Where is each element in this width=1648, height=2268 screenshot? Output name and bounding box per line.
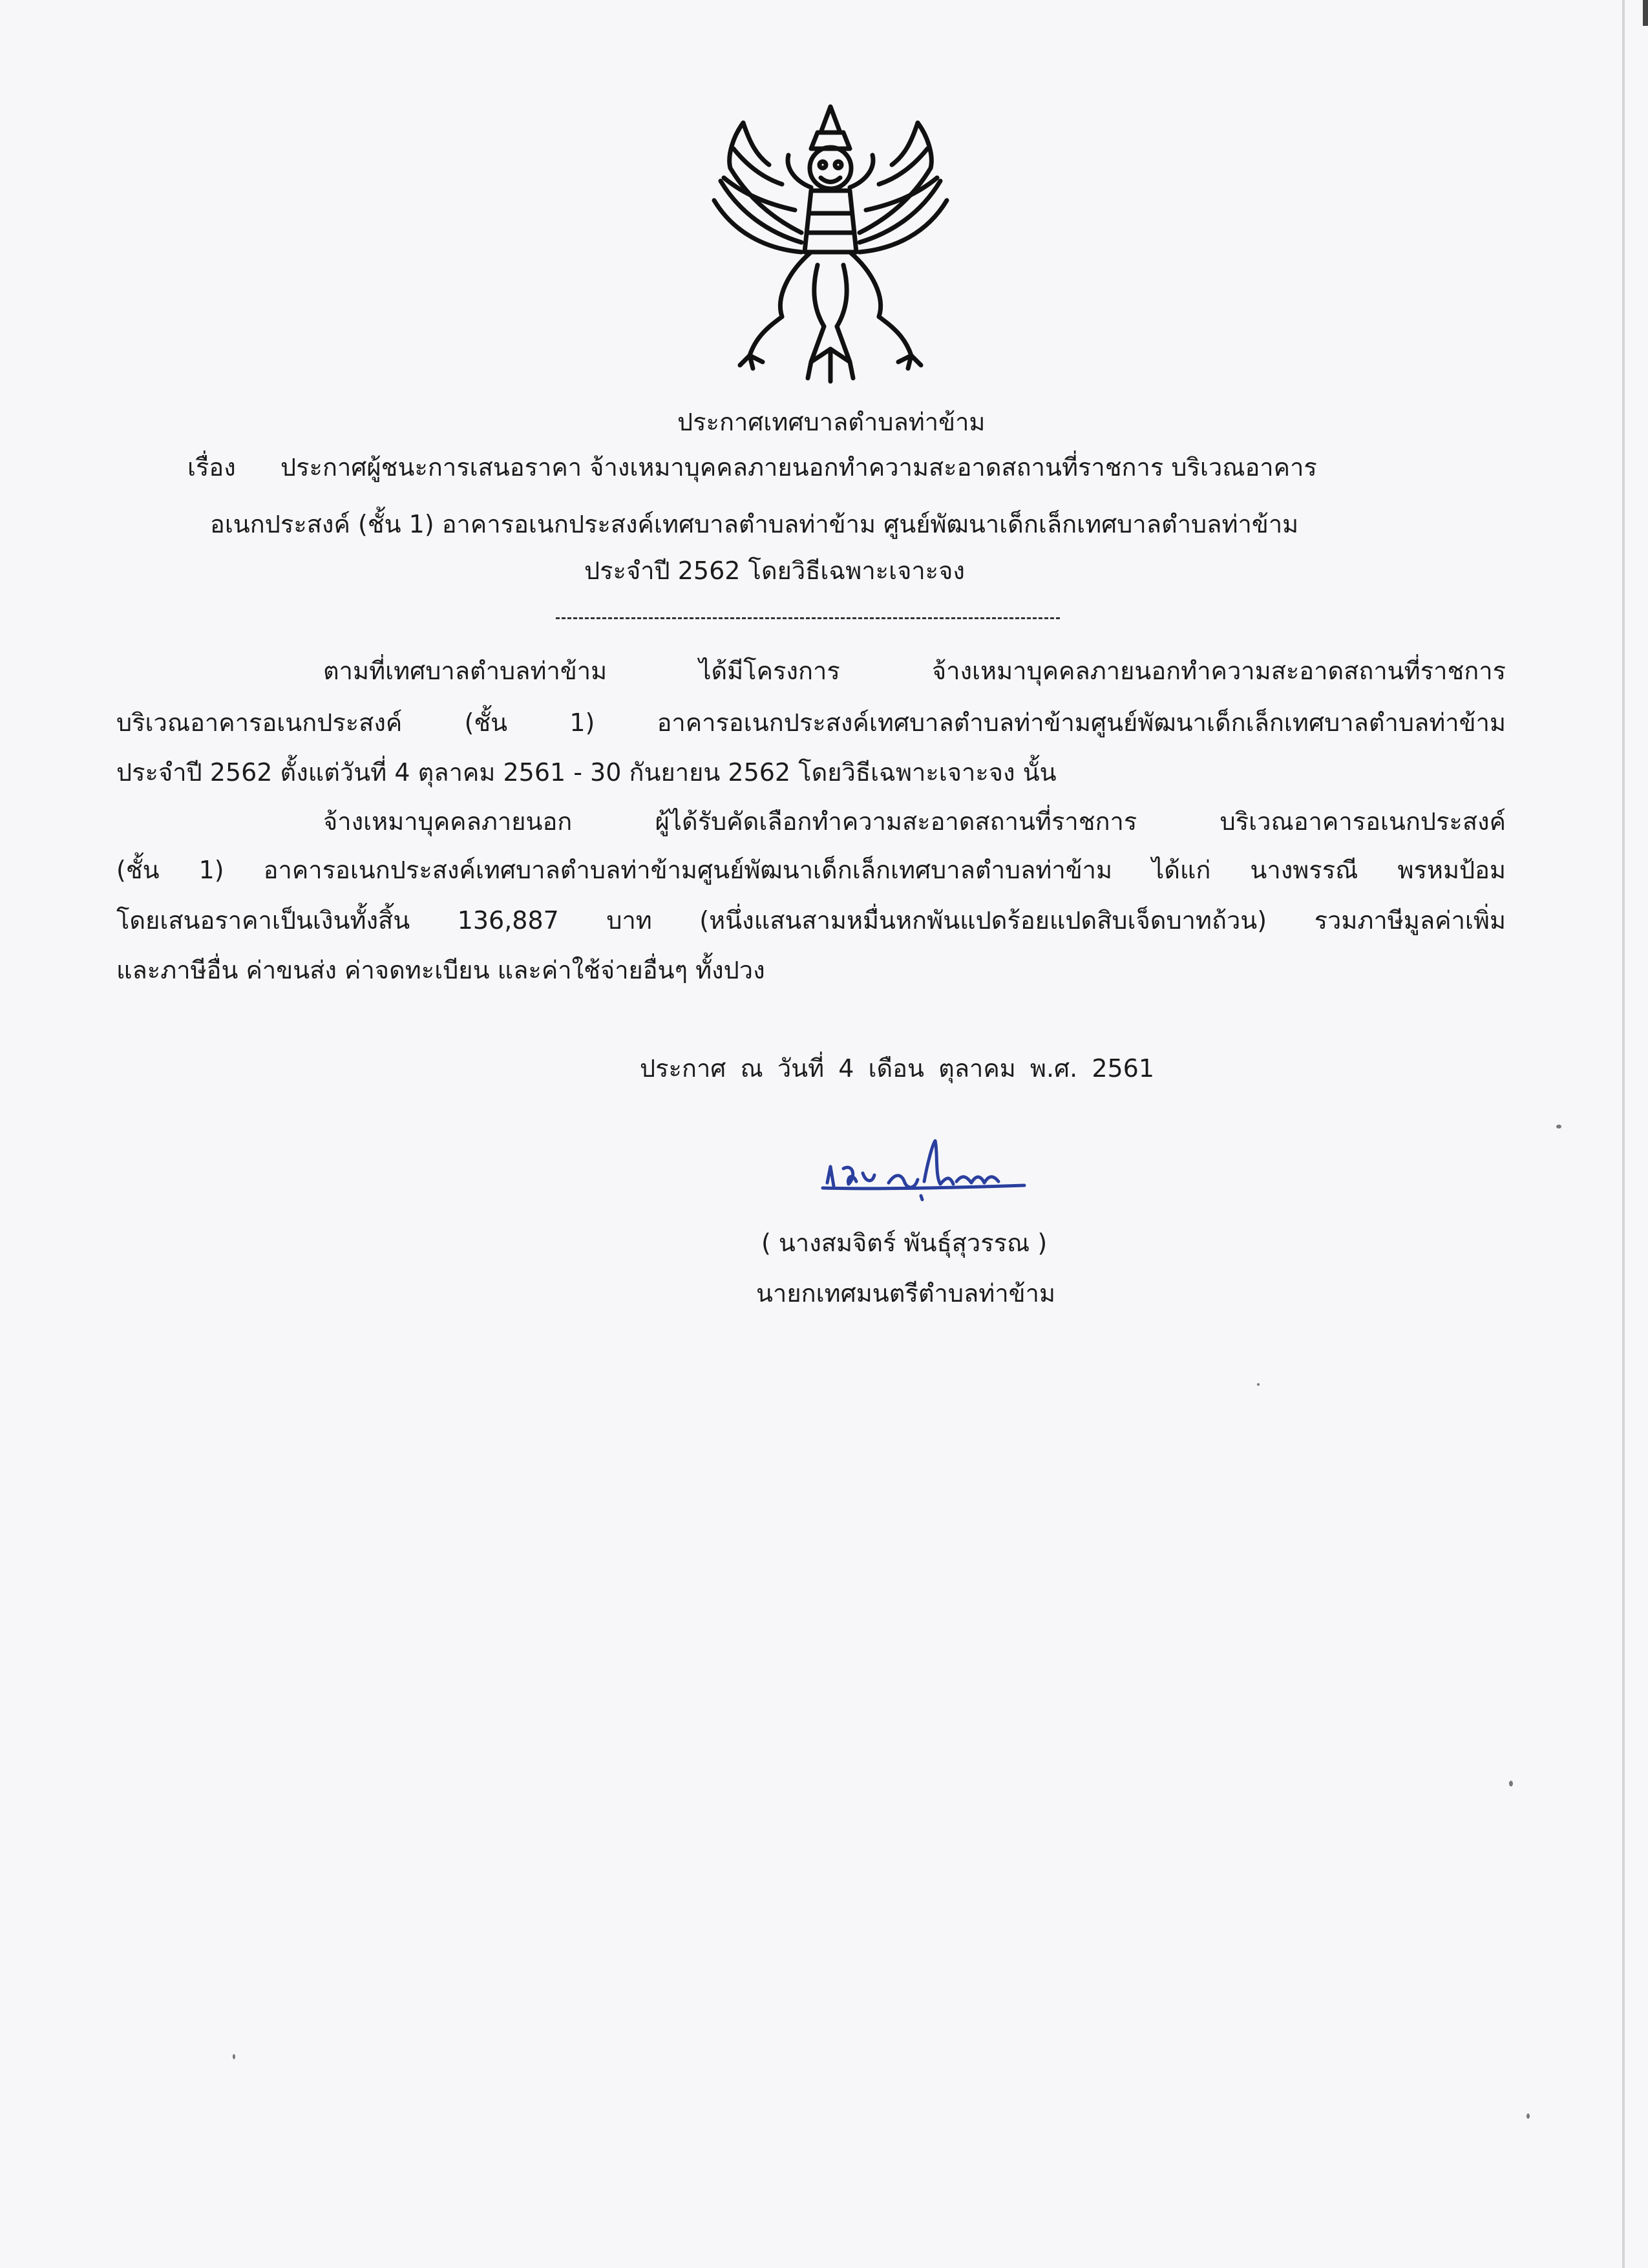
subject-line-2: อเนกประสงค์ (ชั้น 1) อาคารอเนกประสงค์เทศบาลตำบลท่าข้าม ศูนย์พัฒนาเด็กเล็กเทศบาลตำบลท่าข้าม	[210, 510, 1299, 538]
document-title: ประกาศเทศบาลตำบลท่าข้าม	[677, 408, 986, 436]
paragraph2-line-4: และภาษีอื่น ค่าขนส่ง ค่าจดทะเบียน และค่าใช้จ่ายอื่นๆ ทั้งปวง	[116, 956, 765, 984]
paragraph1-line-3: ประจำปี 2562 ตั้งแต่วันที่ 4 ตุลาคม 2561 - 30 กันยายน 2562 โดยวิธีเฉพาะเจาะจง นั้น	[116, 758, 1057, 787]
garuda-emblem-icon	[704, 103, 956, 388]
scan-speck	[233, 2054, 235, 2059]
subject-label: เรื่อง	[187, 453, 236, 482]
subject-line-1	[187, 452, 1317, 482]
scan-speck	[1527, 2114, 1530, 2119]
scan-edge-mark	[1643, 0, 1648, 26]
paragraph2-line-1: จ้างเหมาบุคคลภายนอก ผู้ได้รับคัดเลือกทำความสะอาดสถานที่ราชการ บริเวณอาคารอเนกประสงค์	[323, 807, 1506, 836]
signer-name: ( นางสมจิตร์ พันธุ์สุวรรณ )	[761, 1229, 1048, 1257]
paragraph2-line-2: (ชั้น 1) อาคารอเนกประสงค์เทศบาลตำบลท่าข้ามศูนย์พัฒนาเด็กเล็กเทศบาลตำบลท่าข้าม ได้แก่ นางพรรณี พรหมป้อม	[116, 856, 1506, 884]
subject-line-3: ประจำปี 2562 โดยวิธีเฉพาะเจาะจง	[584, 556, 965, 585]
signer-position: นายกเทศมนตรีตำบลท่าข้าม	[756, 1279, 1056, 1308]
paragraph1-line-1: ตามที่เทศบาลตำบลท่าข้าม ได้มีโครงการ จ้างเหมาบุคคลภายนอกทำความสะอาดสถานที่ราชการ	[323, 657, 1506, 685]
paragraph1-line-2: บริเวณอาคารอเนกประสงค์ (ชั้น 1) อาคารอเนกประสงค์เทศบาลตำบลท่าข้ามศูนย์พัฒนาเด็กเล็กเทศบาลตำบลท่าข้าม	[116, 708, 1506, 737]
scan-speck	[1257, 1383, 1260, 1386]
scan-speck	[1556, 1125, 1561, 1129]
dashed-separator	[556, 617, 1060, 619]
handwritten-signature	[818, 1138, 1031, 1222]
scan-edge-line	[1622, 0, 1625, 2268]
scan-speck	[1509, 1781, 1513, 1786]
subject-text-1: ประกาศผู้ชนะการเสนอราคา จ้างเหมาบุคคลภายนอกทำความสะอาดสถานที่ราชการ บริเวณอาคาร	[280, 453, 1317, 482]
announcement-date: ประกาศ ณ วันที่ 4 เดือน ตุลาคม พ.ศ. 2561	[640, 1054, 1155, 1083]
paragraph2-line-3: โดยเสนอราคาเป็นเงินทั้งสิ้น 136,887 บาท (หนึ่งแสนสามหมื่นหกพันแปดร้อยแปดสิบเจ็ดบาทถ้วน) รวมภาษีมูลค่าเพิ่ม	[116, 906, 1506, 935]
